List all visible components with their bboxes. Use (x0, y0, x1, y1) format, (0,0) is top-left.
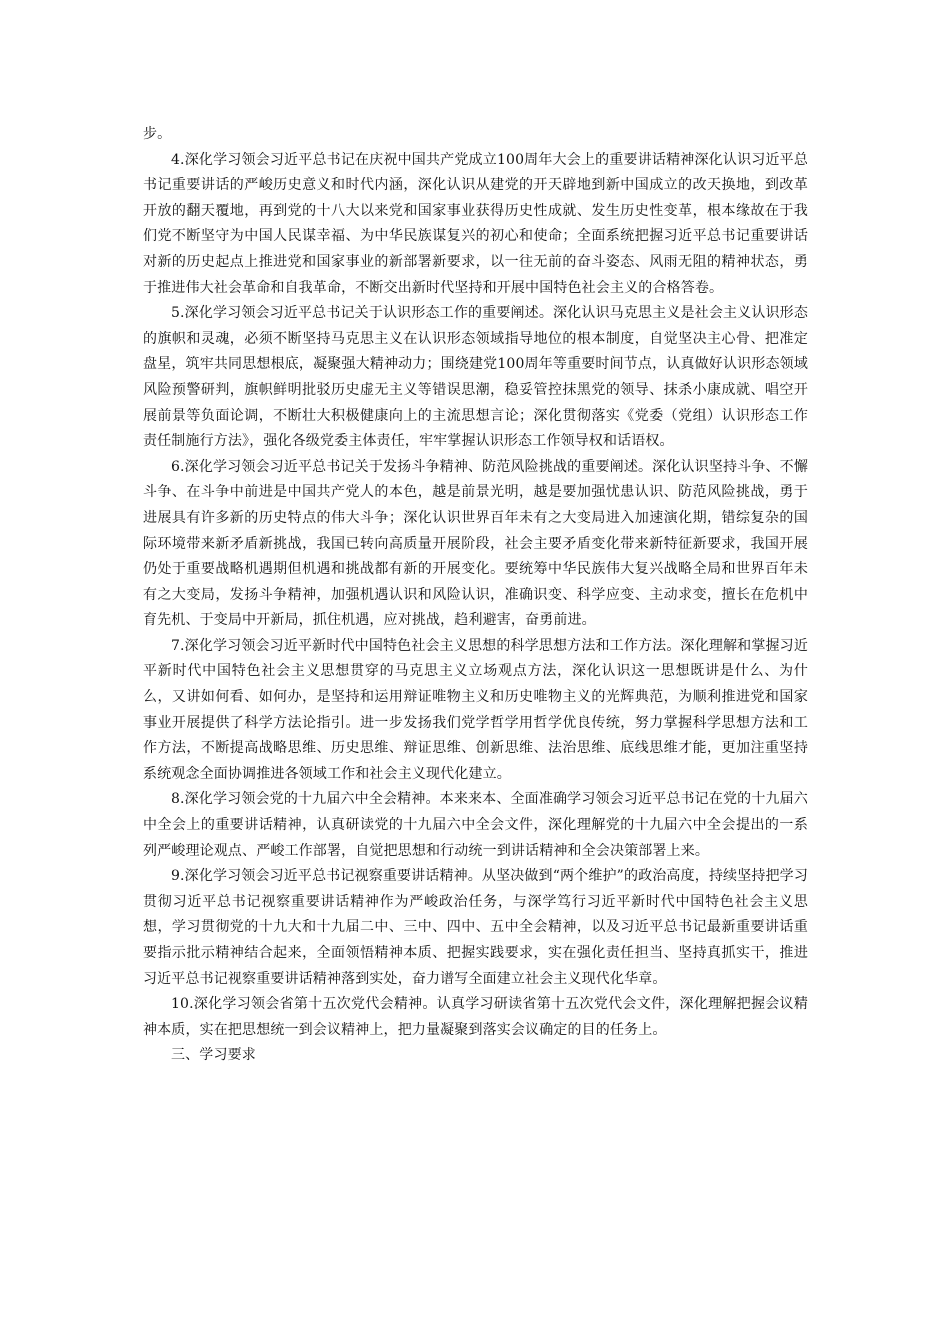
paragraph-item-8: 8.深化学习领会党的十九届六中全会精神。本来来本、全面准确学习领会习近平总书记在党的十九届六中全会上的重要讲话精神，认真研读党的十九届六中全会文件，深化理解党的十九届六中全会提出的一系列严峻理论观点、严峻工作部署，自觉把思想和行动统一到讲话精神和全会决策部署上来。 (143, 791, 808, 859)
paragraph-item-4: 4.深化学习领会习近平总书记在庆祝中国共产党成立100周年大会上的重要讲话精神深化认识习近平总书记重要讲话的严峻历史意义和时代内涵，深化认识从建党的开天辟地到新中国成立的改天换地，到改革开放的翻天覆地，再到党的十八大以来党和国家事业获得历史性成就、发生历史性变革，根本缘故在于我们党不断坚守为中国人民谋幸福、为中华民族谋复兴的初心和使命；全面系统把握习近平总书记重要讲话对新的历史起点上推进党和国家事业的新部署新要求，以一往无前的奋斗姿态、风雨无阻的精神状态，勇于推进伟大社会革命和自我革命，不断交出新时代坚持和开展中国特色社会主义的合格答卷。 (143, 151, 808, 296)
section-heading: 三、学习要求 (171, 1047, 256, 1064)
paragraph-continuation: 步。 (143, 126, 172, 142)
paragraph-item-10: 10.深化学习领会省第十五次党代会精神。认真学习研读省第十五次党代会文件，深化理解把握会议精神本质，实在把思想统一到会议精神上，把力量凝聚到落实会议确定的目的任务上。 (143, 996, 808, 1038)
paragraph-item-9: 9.深化学习领会习近平总书记视察重要讲话精神。从坚决做到“两个维护”的政治高度，持续坚持把学习贯彻习近平总书记视察重要讲话精神作为严峻政治任务，与深学笃行习近平新时代中国特色社会主义思想，学习贯彻党的十九大和十九届二中、三中、四中、五中全会精神，以及习近平总书记最新重要讲话重要指示批示精神结合起来，全面领悟精神本质、把握实践要求，实在强化责任担当、坚持真抓实干，推进习近平总书记视察重要讲话精神落到实处，奋力谱写全面建立社会主义现代化华章。 (143, 868, 808, 987)
document-page (143, 122, 808, 1069)
paragraph-item-5: 5.深化学习领会习近平总书记关于认识形态工作的重要阐述。深化认识马克思主义是社会主义认识形态的旗帜和灵魂，必须不断坚持马克思主义在认识形态领域指导地位的根本制度，自觉坚决主心骨、把准定盘星，筑牢共同思想根底，凝聚强大精神动力；围绕建党100周年等重要时间节点，认真做好认识形态领域风险预警研判，旗帜鲜明批驳历史虚无主义等错误思潮，稳妥管控抹黑党的领导、抹杀小康成就、唱空开展前景等负面论调，不断壮大积极健康向上的主流思想言论；深化贯彻落实《党委（党组）认识形态工作责任制施行方法》，强化各级党委主体责任，牢牢掌握认识形态工作领导权和话语权。 (143, 305, 808, 450)
paragraph-item-6: 6.深化学习领会习近平总书记关于发扬斗争精神、防范风险挑战的重要阐述。深化认识坚持斗争、不懈斗争、在斗争中前进是中国共产党人的本色，越是前景光明，越是要加强忧患认识、防范风险挑战，勇于进展具有许多新的历史特点的伟大斗争；深化认识世界百年未有之大变局进入加速演化期，错综复杂的国际环境带来新矛盾新挑战，我国已转向高质量开展阶段，社会主要矛盾变化带来新特征新要求，我国开展仍处于重要战略机遇期但机遇和挑战都有新的开展变化。要统筹中华民族伟大复兴战略全局和世界百年未有之大变局，发扬斗争精神，加强机遇认识和风险认识，准确识变、科学应变、主动求变，擅长在危机中育先机、于变局中开新局，抓住机遇，应对挑战，趋利避害，奋勇前进。 (143, 458, 808, 629)
paragraph-item-7: 7.深化学习领会习近平新时代中国特色社会主义思想的科学思想方法和工作方法。深化理解和掌握习近平新时代中国特色社会主义思想贯穿的马克思主义立场观点方法，深化认识这一思想既讲是什么、为什么，又讲如何看、如何办，是坚持和运用辩证唯物主义和历史唯物主义的光辉典范，为顺利推进党和国家事业开展提供了科学方法论指引。进一步发扬我们党学哲学用哲学优良传统，努力掌握科学思想方法和工作方法，不断提高战略思维、历史思维、辩证思维、创新思维、法治思维、底线思维才能，更加注重坚持系统观念全面协调推进各领域工作和社会主义现代化建立。 (143, 637, 808, 782)
